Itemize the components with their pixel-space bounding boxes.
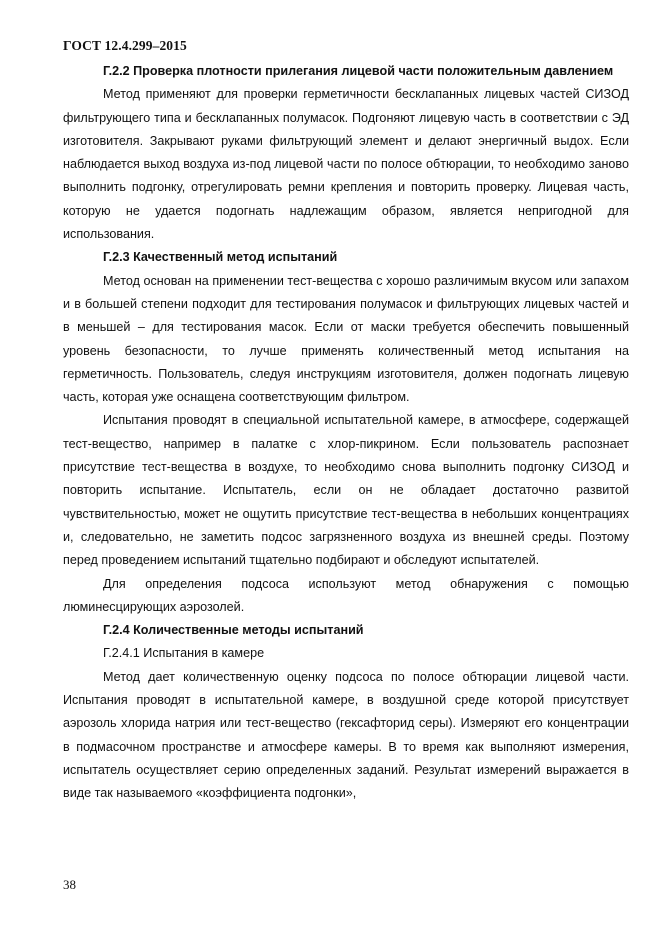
paragraph: Метод применяют для проверки герметичности бесклапанных лицевых частей СИЗОД фильтрующего типа и бесклапанных полумасок. Подгоняют лицевую часть в соответствии с ЭД изготовителя. Закрывают руками фильтрующий элемент и делают энергичный выдох. Если наблюдается выход воздуха из-под лицевой части по полосе обтюрации, то необходимо заново выполнить подгонку, отрегулировать ремни крепления и повторить проверку. Лицевая часть, которую не удается подогнать надлежащим образом, является непригодной для использования. [63,87,629,242]
document-header: ГОСТ 12.4.299–2015 [63,38,187,53]
paragraph: Испытания проводят в специальной испытательной камере, в атмосфере, содержащей тест-вещество, например в палатке с хлор-пикрином. Если пользователь распознает присутствие тест-вещества в воздухе, то необходимо снова выполнить подгонку СИЗОД и повторить испытание. Испытатель, если он не обладает достаточно развитой чувствительностью, может не ощутить присутствие тест-вещества в небольших концентрациях и, следовательно, не заметить подсос загрязненного воздуха из внешней среды. Поэтому перед проведением испытаний тщательно подбирают и обследуют испытателей. [63,413,629,568]
page-number: 38 [63,877,76,892]
heading-g-2-3: Г.2.3 Качественный метод испытаний [103,250,338,265]
subheading-g-2-4-1: Г.2.4.1 Испытания в камере [103,646,265,661]
paragraph: Для определения подсоса используют метод обнаружения с помощью люминесцирующих аэрозолей. [63,576,629,614]
paragraph: Метод основан на применении тест-вещества с хорошо различимым вкусом или запахом и в большей степени подходит для тестирования полумасок и фильтрующих лицевых частей и в меньшей – для тестирования масок. Если от маски требуется обеспечить повышенный уровень безопасности, то лучше применять количественный метод испытания на герметичность. Пользователь, следуя инструкциям изготовителя, должен подогнать лицевую часть, которая уже оснащена соответствующим фильтром. [63,273,629,405]
paragraph: Метод дает количественную оценку подсоса по полосе обтюрации лицевой части. Испытания проводят в испытательной камере, в воздушной среде которой присутствует аэрозоль хлорида натрия или тест-вещество (гексафторид серы). Измеряют его концентрации в подмасочном пространстве и атмосфере камеры. В то время как выполняют измерения, испытатель осуществляет серию определенных заданий. Результат измерений выражается в виде так называемого «коэффициента подгонки», [63,669,629,801]
heading-g-2-2: Г.2.2 Проверка плотности прилегания лицевой части положительным давлением [103,64,614,78]
document-body [63,60,629,806]
heading-g-2-4: Г.2.4 Количественные методы испытаний [103,623,364,638]
